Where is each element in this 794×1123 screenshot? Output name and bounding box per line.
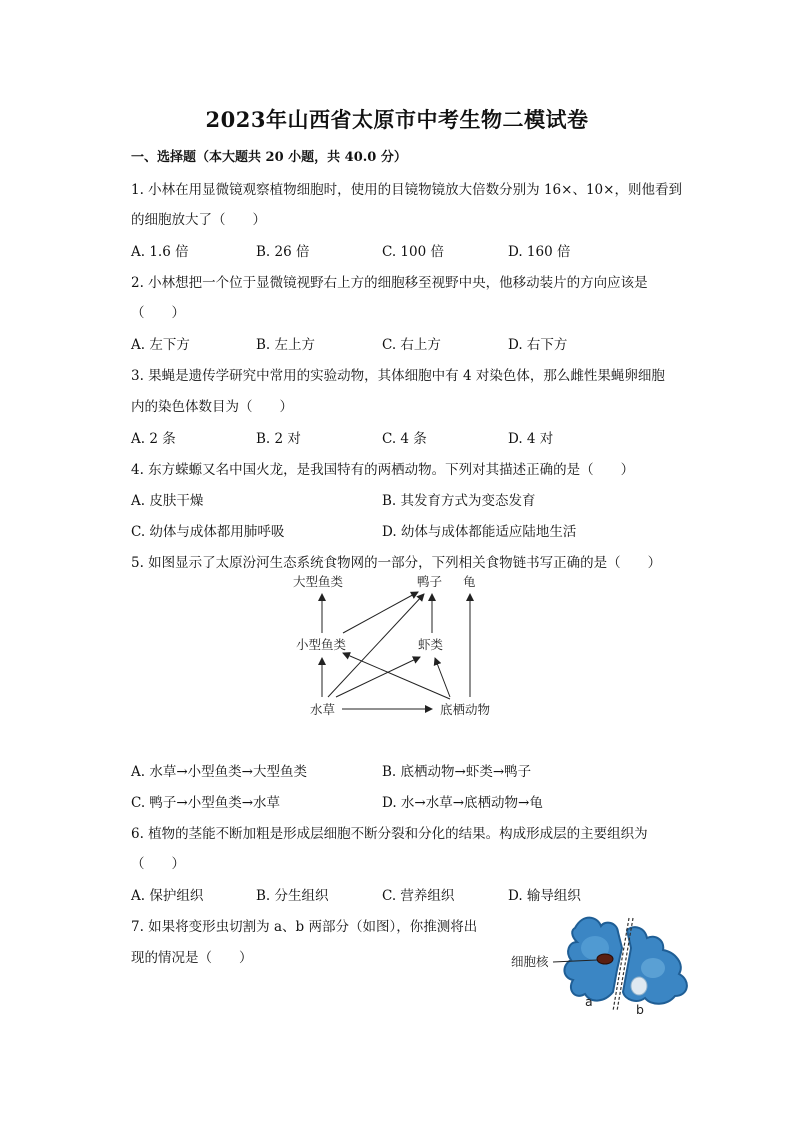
q5-option-a[interactable]: A. 水草→小型鱼类→大型鱼类 [131, 764, 307, 780]
nucleus [597, 954, 613, 964]
label-a: a [585, 994, 593, 1009]
page-title: 2023年山西省太原市中考生物二模试卷 [205, 107, 589, 132]
node-waterweed: 水草 [310, 702, 336, 717]
q1-option-c[interactable]: C. 100 倍 [382, 244, 444, 260]
q4-option-a[interactable]: A. 皮肤干燥 [131, 493, 204, 509]
q5-option-c[interactable]: C. 鸭子→小型鱼类→水草 [131, 795, 281, 811]
q4-option-b[interactable]: B. 其发育方式为变态发育 [382, 493, 536, 509]
q2-option-b[interactable]: B. 左上方 [256, 337, 316, 353]
question-7-stem-line-1: 7. 如果将变形虫切割为 a、b 两部分（如图），你推测将出 [131, 919, 478, 935]
q5-option-b[interactable]: B. 底栖动物→虾类→鸭子 [382, 764, 532, 780]
node-large-fish: 大型鱼类 [293, 574, 344, 589]
q2-option-c[interactable]: C. 右上方 [382, 337, 441, 353]
question-1-stem-line-1: 1. 小林在用显微镜观察植物细胞时，使用的目镜物镜放大倍数分别为 16×、10×，则他看到 [131, 182, 682, 198]
q4-option-c[interactable]: C. 幼体与成体都用肺呼吸 [131, 524, 285, 540]
food-web-diagram [0, 570, 794, 730]
question-1-stem-line-2: 的细胞放大了（ ） [131, 212, 266, 228]
label-b: b [636, 1002, 644, 1017]
question-5-stem: 5. 如图显示了太原汾河生态系统食物网的一部分，下列相关食物链书写正确的是（ ） [131, 555, 662, 571]
node-turtle: 龟 [463, 574, 476, 589]
q3-option-c[interactable]: C. 4 条 [382, 431, 427, 447]
node-shrimp: 虾类 [418, 637, 444, 652]
q6-option-a[interactable]: A. 保护组织 [131, 888, 204, 904]
question-4-stem: 4. 东方蝾螈又名中国火龙，是我国特有的两栖动物。下列对其描述正确的是（ ） [131, 462, 635, 478]
nucleus-label: 细胞核 [511, 954, 549, 969]
q2-option-d[interactable]: D. 右下方 [508, 337, 568, 353]
q1-option-a[interactable]: A. 1.6 倍 [131, 244, 189, 260]
q3-option-a[interactable]: A. 2 条 [131, 431, 176, 447]
q6-option-d[interactable]: D. 输导组织 [508, 888, 581, 904]
question-2-stem-line-1: 2. 小林想把一个位于显微镜视野右上方的细胞移至视野中央，他移动装片的方向应该是 [131, 275, 648, 291]
q1-option-b[interactable]: B. 26 倍 [256, 244, 310, 260]
question-3-stem-line-1: 3. 果蝇是遗传学研究中常用的实验动物，其体细胞中有 4 对染色体，那么雌性果蝇卵细胞 [131, 368, 665, 384]
section-heading: 一、选择题（本大题共 20 小题，共 40.0 分） [131, 150, 407, 165]
node-benthic: 底栖动物 [440, 702, 491, 717]
question-3-stem-line-2: 内的染色体数目为（ ） [131, 399, 293, 415]
amoeba-figure [505, 908, 705, 1023]
question-2-stem-line-2: （ ） [131, 305, 185, 321]
q4-option-d[interactable]: D. 幼体与成体都能适应陆地生活 [382, 524, 577, 540]
q3-option-b[interactable]: B. 2 对 [256, 431, 301, 447]
question-6-stem-line-1: 6. 植物的茎能不断加粗是形成层细胞不断分裂和分化的结果。构成形成层的主要组织为 [131, 826, 648, 842]
node-duck: 鸭子 [417, 574, 443, 589]
q5-option-d[interactable]: D. 水→水草→底栖动物→龟 [382, 795, 543, 811]
q2-option-a[interactable]: A. 左下方 [131, 337, 190, 353]
q6-option-b[interactable]: B. 分生组织 [256, 888, 329, 904]
q1-option-d[interactable]: D. 160 倍 [508, 244, 571, 260]
q6-option-c[interactable]: C. 营养组织 [382, 888, 455, 904]
question-6-stem-line-2: （ ） [131, 856, 185, 872]
question-7-stem-line-2: 现的情况是（ ） [131, 950, 253, 966]
node-small-fish: 小型鱼类 [296, 637, 347, 652]
q3-option-d[interactable]: D. 4 对 [508, 431, 554, 447]
